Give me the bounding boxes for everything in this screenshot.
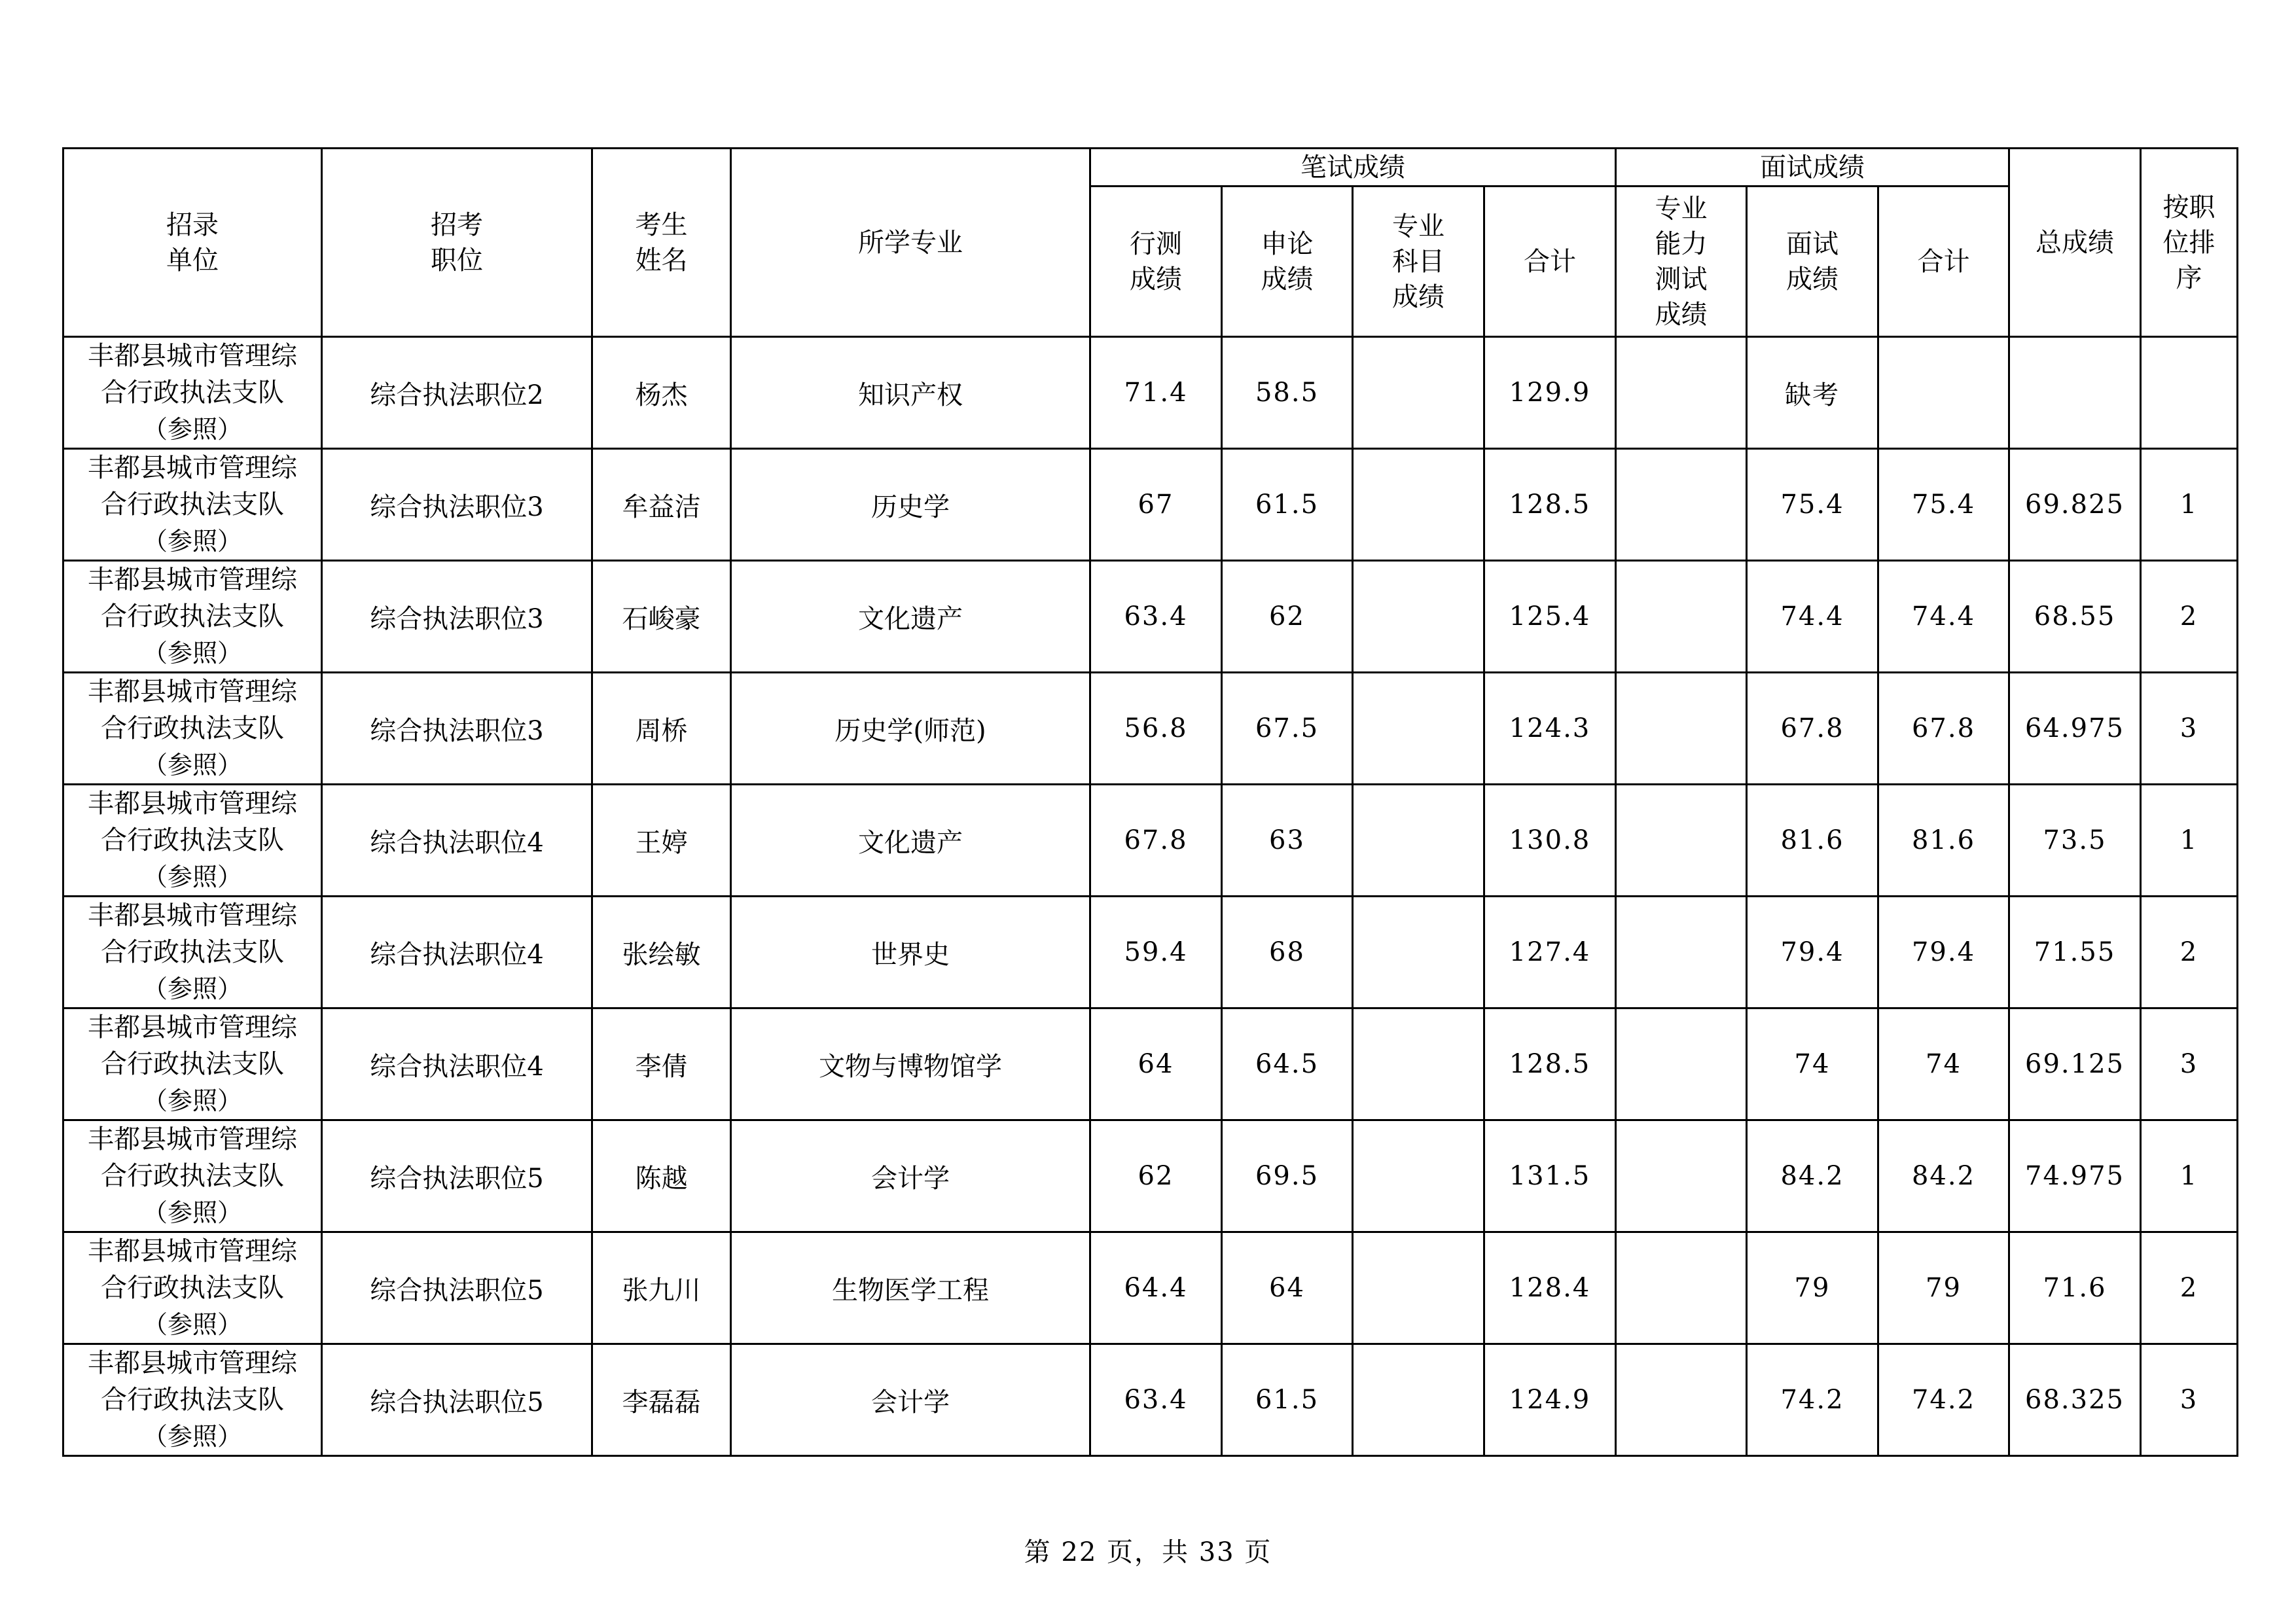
cell-subject [1353,449,1484,561]
cell-interview-total: 75.4 [1878,449,2009,561]
header-written-group: 笔试成绩 [1090,149,1616,187]
cell-position: 综合执法职位4 [322,785,592,897]
cell-subject [1353,1008,1484,1120]
score-table [62,147,2238,1457]
cell-shenlun: 68 [1222,897,1353,1008]
cell-subject [1353,561,1484,673]
cell-rank: 2 [2141,1232,2238,1344]
cell-written-total: 128.5 [1484,1008,1616,1120]
cell-unit: 丰都县城市管理综 合行政执法支队 （参照） [63,673,322,785]
cell-ability [1616,673,1747,785]
cell-position: 综合执法职位5 [322,1232,592,1344]
cell-name: 石峻豪 [592,561,731,673]
cell-interview: 74.2 [1747,1344,1878,1456]
cell-major: 生物医学工程 [731,1232,1090,1344]
header-subject: 专业 科目 成绩 [1353,187,1484,337]
header-interview-group: 面试成绩 [1616,149,2009,187]
cell-interview: 74 [1747,1008,1878,1120]
cell-rank: 2 [2141,897,2238,1008]
cell-written-total: 125.4 [1484,561,1616,673]
cell-xingce: 56.8 [1090,673,1222,785]
cell-interview-total: 74.4 [1878,561,2009,673]
header-interview: 面试 成绩 [1747,187,1878,337]
header-unit: 招录 单位 [63,149,322,337]
cell-written-total: 128.4 [1484,1232,1616,1344]
cell-written-total: 124.9 [1484,1344,1616,1456]
cell-unit: 丰都县城市管理综 合行政执法支队 （参照） [63,449,322,561]
table-row [63,897,2238,1008]
cell-name: 张九川 [592,1232,731,1344]
cell-ability [1616,785,1747,897]
cell-major: 会计学 [731,1344,1090,1456]
cell-unit: 丰都县城市管理综 合行政执法支队 （参照） [63,1120,322,1232]
header-xingce: 行测 成绩 [1090,187,1222,337]
cell-written-total: 128.5 [1484,449,1616,561]
cell-name: 李倩 [592,1008,731,1120]
cell-unit: 丰都县城市管理综 合行政执法支队 （参照） [63,785,322,897]
cell-interview: 81.6 [1747,785,1878,897]
cell-total: 69.125 [2009,1008,2141,1120]
cell-name: 张绘敏 [592,897,731,1008]
cell-written-total: 124.3 [1484,673,1616,785]
cell-shenlun: 64 [1222,1232,1353,1344]
cell-interview-total [1878,337,2009,449]
cell-position: 综合执法职位5 [322,1344,592,1456]
cell-xingce: 67 [1090,449,1222,561]
table-row [63,561,2238,673]
cell-total [2009,337,2141,449]
cell-subject [1353,1232,1484,1344]
header-rank: 按职 位排 序 [2141,149,2238,337]
cell-xingce: 59.4 [1090,897,1222,1008]
cell-ability [1616,1120,1747,1232]
cell-subject [1353,1344,1484,1456]
cell-xingce: 67.8 [1090,785,1222,897]
cell-ability [1616,337,1747,449]
cell-shenlun: 61.5 [1222,1344,1353,1456]
cell-shenlun: 62 [1222,561,1353,673]
cell-subject [1353,673,1484,785]
header-interview-total: 合计 [1878,187,2009,337]
cell-rank [2141,337,2238,449]
cell-unit: 丰都县城市管理综 合行政执法支队 （参照） [63,1232,322,1344]
cell-ability [1616,561,1747,673]
cell-rank: 1 [2141,785,2238,897]
cell-subject [1353,897,1484,1008]
cell-total: 74.975 [2009,1120,2141,1232]
cell-written-total: 129.9 [1484,337,1616,449]
cell-major: 世界史 [731,897,1090,1008]
cell-total: 73.5 [2009,785,2141,897]
cell-major: 文化遗产 [731,561,1090,673]
cell-position: 综合执法职位4 [322,897,592,1008]
cell-total: 68.55 [2009,561,2141,673]
cell-position: 综合执法职位2 [322,337,592,449]
cell-total: 71.6 [2009,1232,2141,1344]
cell-xingce: 64.4 [1090,1232,1222,1344]
table-row [63,449,2238,561]
cell-xingce: 64 [1090,1008,1222,1120]
cell-total: 64.975 [2009,673,2141,785]
table-row [63,1120,2238,1232]
cell-shenlun: 67.5 [1222,673,1353,785]
cell-unit: 丰都县城市管理综 合行政执法支队 （参照） [63,1344,322,1456]
cell-major: 历史学 [731,449,1090,561]
cell-xingce: 63.4 [1090,561,1222,673]
header-position: 招考 职位 [322,149,592,337]
header-name: 考生 姓名 [592,149,731,337]
cell-interview: 缺考 [1747,337,1878,449]
cell-unit: 丰都县城市管理综 合行政执法支队 （参照） [63,1008,322,1120]
cell-interview-total: 79.4 [1878,897,2009,1008]
cell-shenlun: 64.5 [1222,1008,1353,1120]
cell-shenlun: 58.5 [1222,337,1353,449]
table-row [63,337,2238,449]
table-row [63,1344,2238,1456]
cell-shenlun: 61.5 [1222,449,1353,561]
cell-major: 知识产权 [731,337,1090,449]
cell-written-total: 130.8 [1484,785,1616,897]
cell-written-total: 131.5 [1484,1120,1616,1232]
cell-rank: 3 [2141,1008,2238,1120]
cell-interview-total: 79 [1878,1232,2009,1344]
cell-major: 文物与博物馆学 [731,1008,1090,1120]
cell-major: 历史学(师范) [731,673,1090,785]
cell-total: 68.325 [2009,1344,2141,1456]
cell-xingce: 63.4 [1090,1344,1222,1456]
table-row [63,1008,2238,1120]
table-row [63,1232,2238,1344]
cell-interview: 79.4 [1747,897,1878,1008]
header-written-total: 合计 [1484,187,1616,337]
cell-interview-total: 81.6 [1878,785,2009,897]
cell-position: 综合执法职位5 [322,1120,592,1232]
cell-subject [1353,337,1484,449]
table-row [63,785,2238,897]
cell-ability [1616,1232,1747,1344]
cell-name: 周桥 [592,673,731,785]
cell-rank: 2 [2141,561,2238,673]
cell-position: 综合执法职位3 [322,449,592,561]
cell-interview-total: 74.2 [1878,1344,2009,1456]
cell-position: 综合执法职位3 [322,673,592,785]
cell-total: 71.55 [2009,897,2141,1008]
cell-shenlun: 63 [1222,785,1353,897]
cell-interview: 75.4 [1747,449,1878,561]
cell-name: 牟益洁 [592,449,731,561]
cell-rank: 1 [2141,1120,2238,1232]
cell-ability [1616,1008,1747,1120]
cell-ability [1616,1344,1747,1456]
cell-subject [1353,1120,1484,1232]
header-major: 所学专业 [731,149,1090,337]
cell-name: 杨杰 [592,337,731,449]
cell-shenlun: 69.5 [1222,1120,1353,1232]
cell-ability [1616,449,1747,561]
score-rows [63,337,2238,1456]
cell-name: 李磊磊 [592,1344,731,1456]
score-sheet [62,147,2236,1457]
cell-ability [1616,897,1747,1008]
cell-interview: 74.4 [1747,561,1878,673]
cell-unit: 丰都县城市管理综 合行政执法支队 （参照） [63,561,322,673]
cell-name: 王婷 [592,785,731,897]
cell-interview: 79 [1747,1232,1878,1344]
cell-rank: 3 [2141,1344,2238,1456]
cell-interview-total: 84.2 [1878,1120,2009,1232]
cell-xingce: 71.4 [1090,337,1222,449]
cell-subject [1353,785,1484,897]
cell-interview: 84.2 [1747,1120,1878,1232]
cell-interview-total: 67.8 [1878,673,2009,785]
cell-interview-total: 74 [1878,1008,2009,1120]
table-row [63,673,2238,785]
cell-interview: 67.8 [1747,673,1878,785]
cell-written-total: 127.4 [1484,897,1616,1008]
cell-rank: 3 [2141,673,2238,785]
header-ability: 专业 能力 测试 成绩 [1616,187,1747,337]
cell-major: 文化遗产 [731,785,1090,897]
cell-name: 陈越 [592,1120,731,1232]
cell-position: 综合执法职位4 [322,1008,592,1120]
cell-position: 综合执法职位3 [322,561,592,673]
cell-total: 69.825 [2009,449,2141,561]
header-total: 总成绩 [2009,149,2141,337]
cell-major: 会计学 [731,1120,1090,1232]
cell-xingce: 62 [1090,1120,1222,1232]
page-footer: 第 22 页，共 33 页 [1024,1537,1272,1567]
cell-unit: 丰都县城市管理综 合行政执法支队 （参照） [63,897,322,1008]
header-shenlun: 申论 成绩 [1222,187,1353,337]
cell-unit: 丰都县城市管理综 合行政执法支队 （参照） [63,337,322,449]
cell-rank: 1 [2141,449,2238,561]
